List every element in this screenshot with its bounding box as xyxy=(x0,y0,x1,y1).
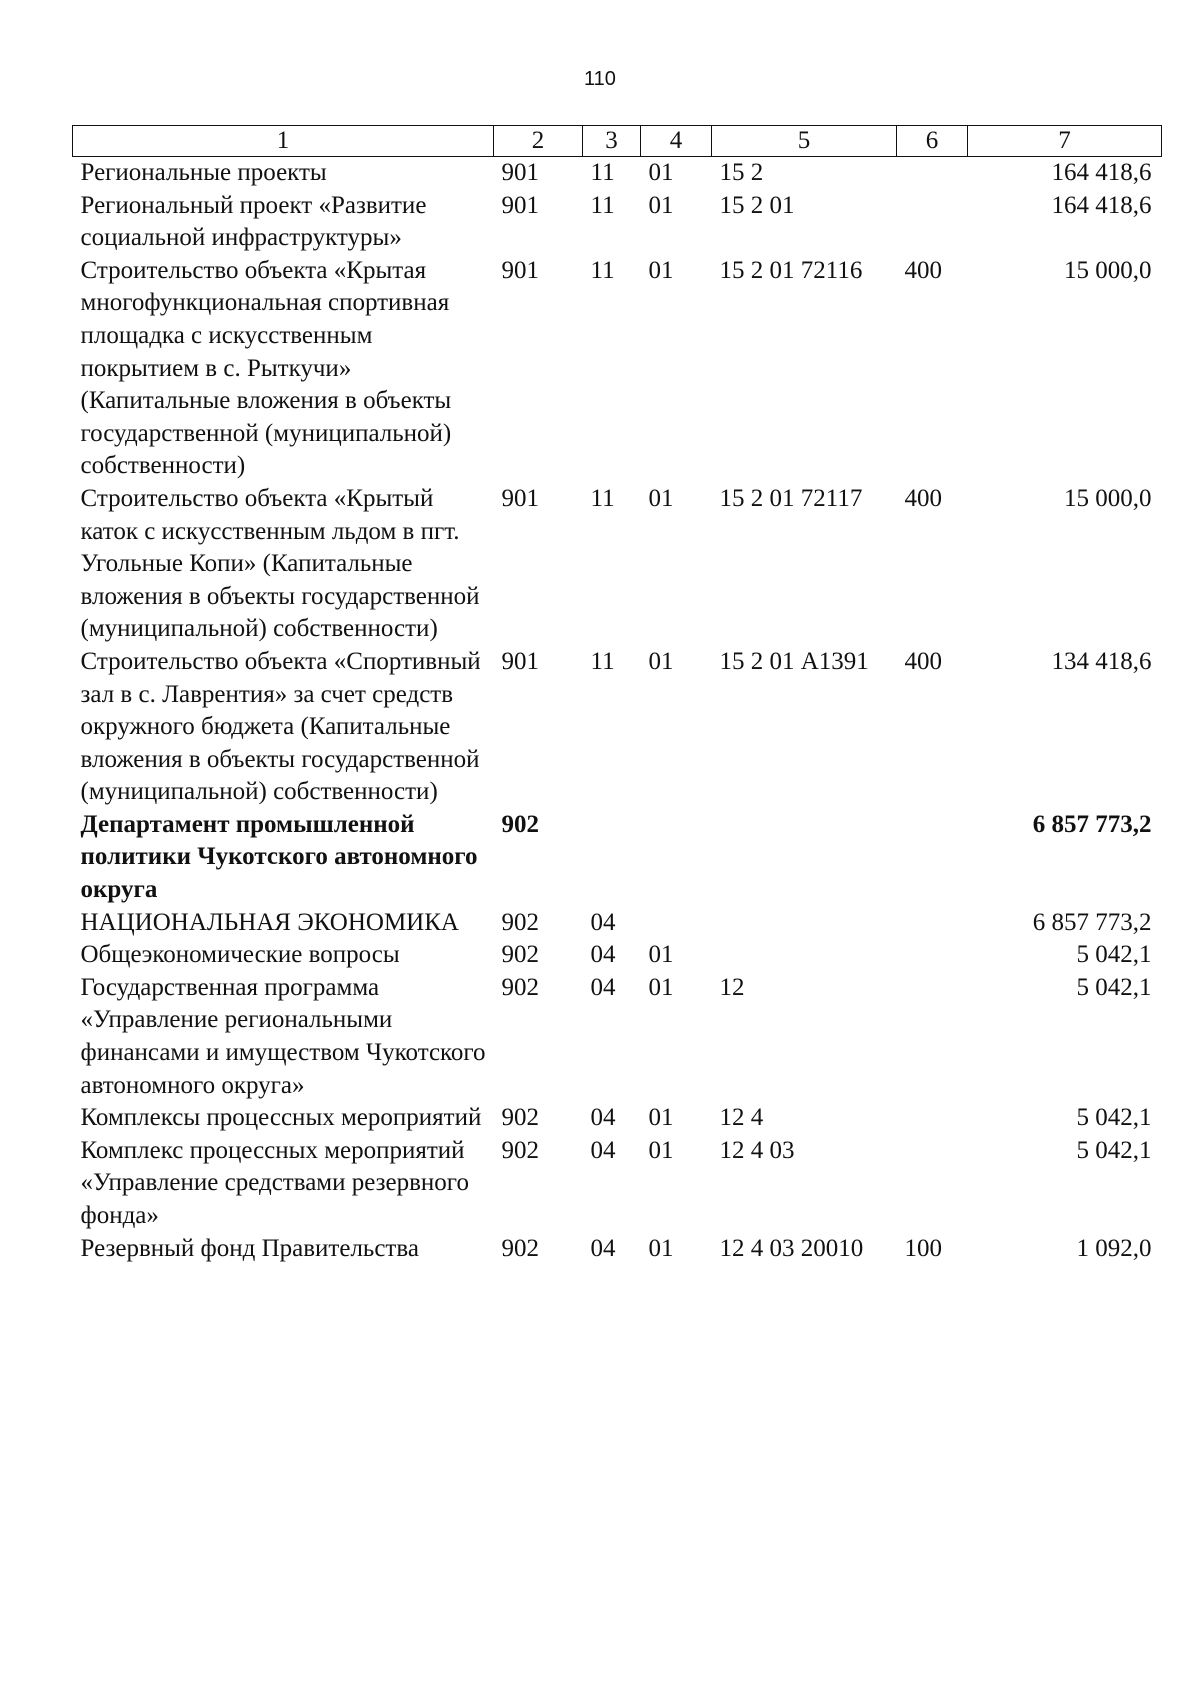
row-section-code: 04 xyxy=(590,1136,616,1164)
column-header-3: 3 xyxy=(583,126,641,157)
row-chapter-code: 902 xyxy=(501,1104,539,1132)
row-chapter-code: 902 xyxy=(501,810,539,838)
row-amount: 5 042,1 xyxy=(1076,1136,1152,1164)
row-name: Комплекс процессных мероприятий «Управление средствами резервного фонда» xyxy=(80,1136,469,1229)
column-header-5: 5 xyxy=(712,126,897,157)
row-chapter-code: 901 xyxy=(501,191,539,219)
table-row xyxy=(73,972,1162,1102)
row-target-article: 12 xyxy=(719,973,745,1001)
row-section-code: 04 xyxy=(590,941,616,969)
row-subsection-code: 01 xyxy=(648,159,674,186)
row-section-code: 04 xyxy=(590,908,616,936)
row-name: Строительство объекта «Крытый каток с искусственным льдом в пгт. Угольные Копи» (Капитальные вложения в объекты государственной (муниципальной) собственности) xyxy=(80,484,480,643)
row-expense-type: 400 xyxy=(904,484,942,512)
row-amount: 164 418,6 xyxy=(1051,191,1152,219)
row-subsection-code: 01 xyxy=(648,191,674,219)
row-name: Департамент промышленной политики Чукотского автономного округа xyxy=(80,810,478,904)
row-target-article: 15 2 01 72116 xyxy=(719,256,863,284)
budget-table xyxy=(72,125,1162,1265)
row-amount: 5 042,1 xyxy=(1076,973,1152,1001)
row-section-code: 04 xyxy=(590,1234,616,1262)
header-row xyxy=(73,126,1162,157)
row-amount: 6 857 773,2 xyxy=(1032,908,1152,936)
row-name: Комплексы процессных мероприятий xyxy=(80,1104,482,1132)
row-amount: 1 092,0 xyxy=(1076,1234,1152,1262)
table-row xyxy=(73,1135,1162,1233)
row-amount: 5 042,1 xyxy=(1076,1104,1152,1132)
table-row xyxy=(73,809,1162,907)
table-row xyxy=(73,157,1162,190)
row-expense-type xyxy=(897,1102,968,1135)
row-amount: 134 418,6 xyxy=(1051,647,1152,675)
row-expense-type: 400 xyxy=(904,256,942,284)
row-chapter-code: 902 xyxy=(501,1234,539,1262)
row-amount: 5 042,1 xyxy=(1076,941,1152,969)
row-subsection-code xyxy=(641,809,712,907)
row-amount: 6 857 773,2 xyxy=(1032,810,1152,838)
row-target-article: 12 4 xyxy=(719,1104,764,1132)
row-section-code xyxy=(583,809,641,907)
row-target-article xyxy=(712,939,897,972)
row-expense-type xyxy=(897,907,968,940)
row-chapter-code: 901 xyxy=(501,256,539,284)
row-target-article: 15 2 01 А1391 xyxy=(719,647,869,675)
row-amount: 15 000,0 xyxy=(1064,256,1152,284)
row-expense-type xyxy=(897,190,968,255)
row-chapter-code: 902 xyxy=(501,941,539,969)
table-row xyxy=(73,907,1162,940)
row-section-code: 11 xyxy=(590,256,615,284)
page-number: 110 xyxy=(584,68,616,90)
row-subsection-code: 01 xyxy=(648,973,674,1001)
row-section-code: 11 xyxy=(590,484,615,512)
column-header-6: 6 xyxy=(897,126,968,157)
row-name: НАЦИОНАЛЬНАЯ ЭКОНОМИКА xyxy=(80,908,459,936)
column-header-4: 4 xyxy=(641,126,712,157)
table-body xyxy=(73,157,1162,1266)
row-chapter-code: 901 xyxy=(501,647,539,675)
row-name: Строительство объекта «Спортивный зал в с. Лаврентия» за счет средств окружного бюджета (Капитальные вложения в объекты государственной (муниципальной) собственности) xyxy=(80,647,481,806)
row-chapter-code: 901 xyxy=(501,159,539,186)
row-section-code: 04 xyxy=(590,1104,616,1132)
row-target-article: 15 2 01 xyxy=(719,191,795,219)
table-row xyxy=(73,646,1162,809)
row-expense-type xyxy=(897,1135,968,1233)
row-name: Государственная программа «Управление региональными финансами и имуществом Чукотского автономного округа» xyxy=(80,973,486,1099)
row-target-article: 15 2 xyxy=(719,159,764,186)
row-chapter-code: 901 xyxy=(501,484,539,512)
table-header xyxy=(73,126,1162,157)
row-target-article xyxy=(712,907,897,940)
row-expense-type xyxy=(897,809,968,907)
row-subsection-code xyxy=(641,907,712,940)
row-subsection-code: 01 xyxy=(648,1104,674,1132)
row-subsection-code: 01 xyxy=(648,484,674,512)
row-subsection-code: 01 xyxy=(648,1136,674,1164)
row-chapter-code: 902 xyxy=(501,973,539,1001)
row-target-article: 12 4 03 20010 xyxy=(719,1234,864,1262)
row-section-code: 11 xyxy=(590,159,615,186)
row-amount: 164 418,6 xyxy=(1051,159,1152,186)
row-section-code: 11 xyxy=(590,647,615,675)
row-amount: 15 000,0 xyxy=(1064,484,1152,512)
table-row xyxy=(73,939,1162,972)
row-target-article: 15 2 01 72117 xyxy=(719,484,863,512)
row-target-article: 12 4 03 xyxy=(719,1136,795,1164)
table-row xyxy=(73,1102,1162,1135)
row-subsection-code: 01 xyxy=(648,941,674,969)
table-row xyxy=(73,1233,1162,1266)
row-name: Резервный фонд Правительства xyxy=(80,1234,419,1262)
row-chapter-code: 902 xyxy=(501,1136,539,1164)
row-subsection-code: 01 xyxy=(648,256,674,284)
table-row xyxy=(73,255,1162,483)
row-section-code: 11 xyxy=(590,191,615,219)
row-name: Региональные проекты xyxy=(80,159,327,186)
row-section-code: 04 xyxy=(590,973,616,1001)
table-row xyxy=(73,483,1162,646)
row-subsection-code: 01 xyxy=(648,1234,674,1262)
row-chapter-code: 902 xyxy=(501,908,539,936)
column-header-7: 7 xyxy=(968,126,1162,157)
row-expense-type xyxy=(897,972,968,1102)
row-target-article xyxy=(712,809,897,907)
column-header-2: 2 xyxy=(494,126,583,157)
row-name: Строительство объекта «Крытая многофункциональная спортивная площадка с искусственным покрытием в с. Рыткучи» (Капитальные вложения в объекты государственной (муниципальной) собственности) xyxy=(80,256,452,480)
table-row xyxy=(73,190,1162,255)
row-subsection-code: 01 xyxy=(648,647,674,675)
row-expense-type xyxy=(897,157,968,190)
column-header-1: 1 xyxy=(73,126,494,157)
row-name: Региональный проект «Развитие социальной инфраструктуры» xyxy=(80,191,427,252)
row-expense-type: 400 xyxy=(904,647,942,675)
row-expense-type: 100 xyxy=(904,1234,942,1262)
row-name: Общеэкономические вопросы xyxy=(80,941,400,969)
row-expense-type xyxy=(897,939,968,972)
